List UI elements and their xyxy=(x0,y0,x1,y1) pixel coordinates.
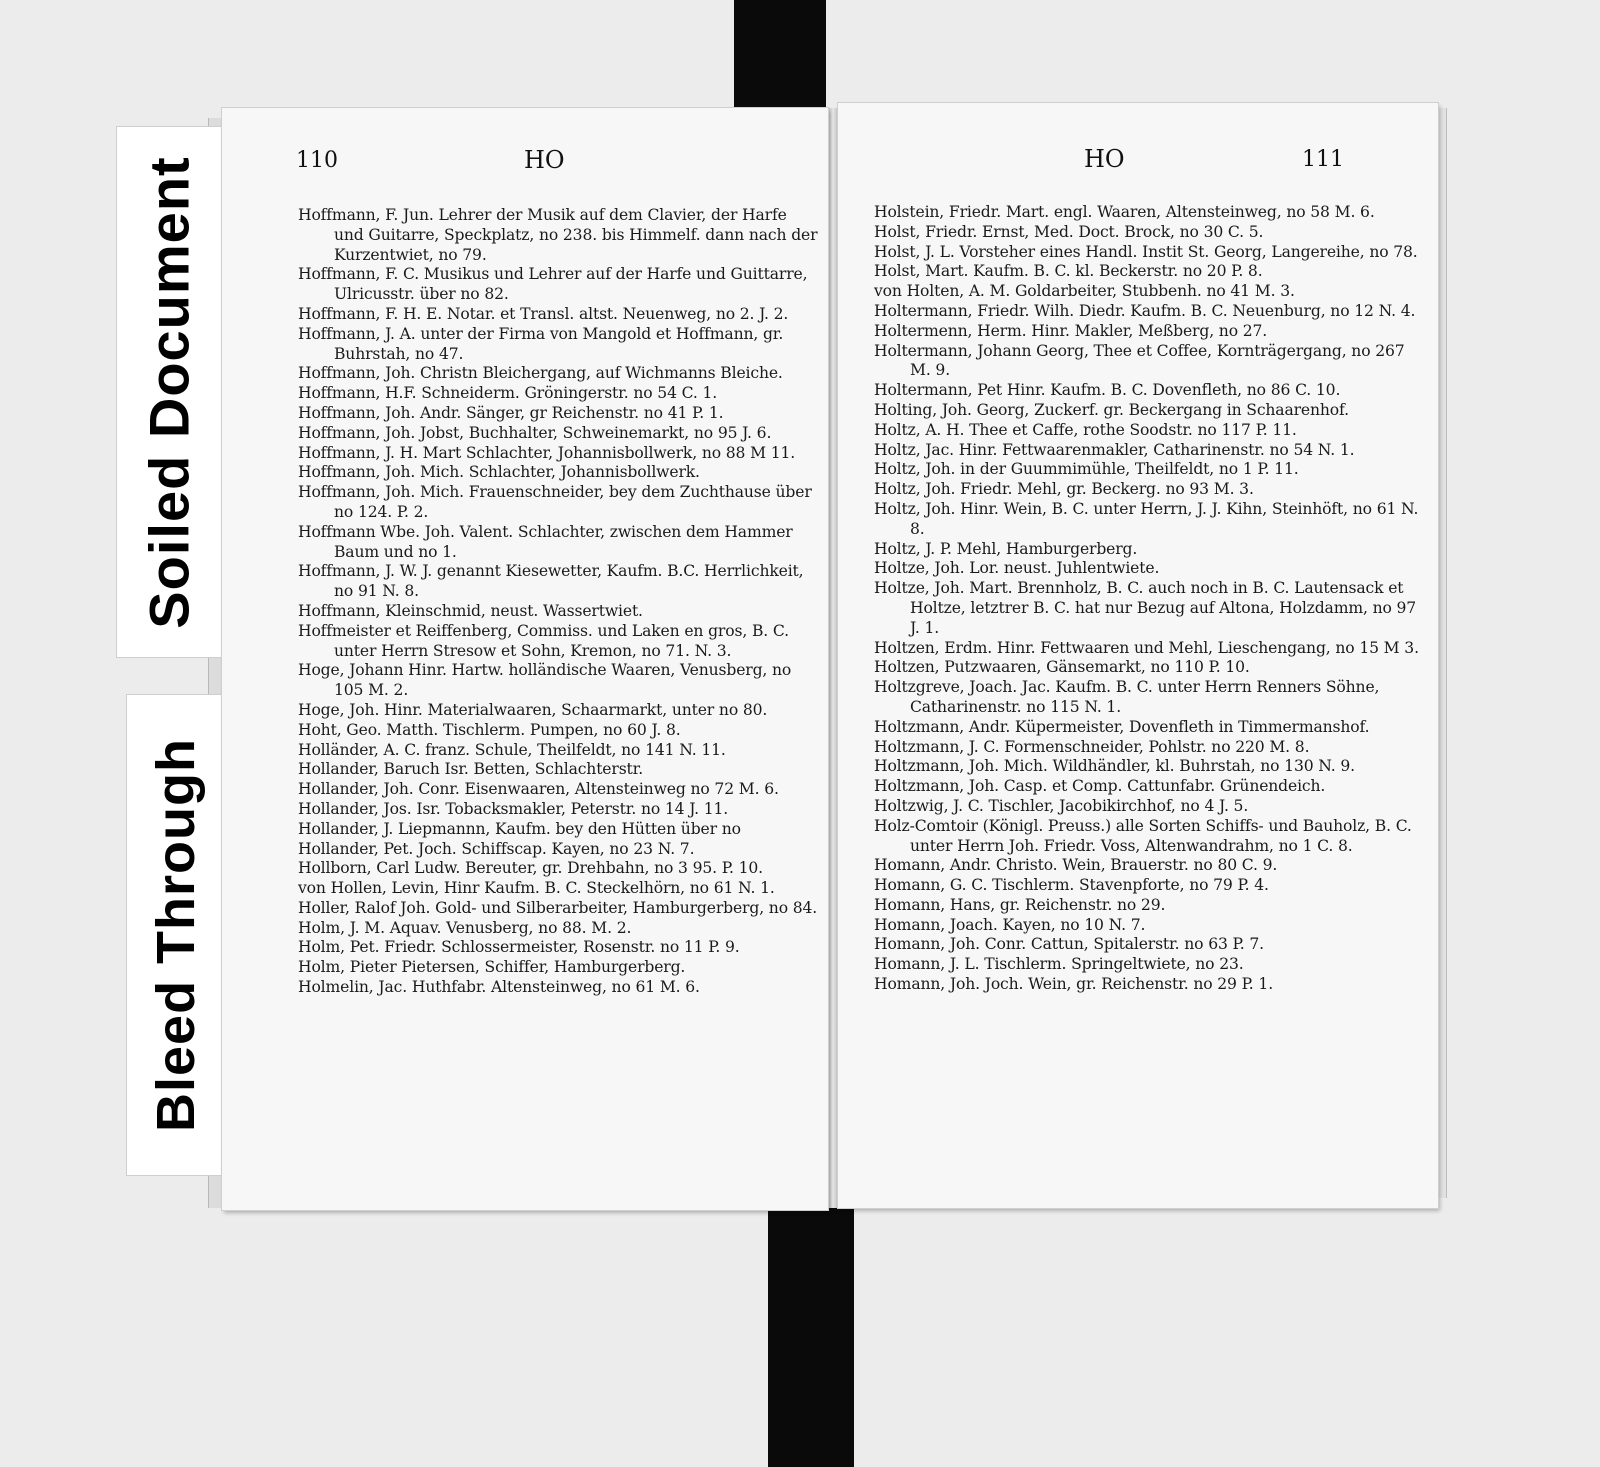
directory-entry: Holtzgreve, Joach. Jac. Kaufm. B. C. unter Herrn Renners Söhne, Catharinenstr. no 115 N. 1. xyxy=(874,678,1380,716)
directory-entry: Hoffmann, Joh. Mich. Schlachter, Johannisbollwerk. xyxy=(298,463,700,482)
directory-entry: Holtermann, Pet Hinr. Kaufm. B. C. Dovenfleth, no 86 C. 10. xyxy=(874,381,1341,400)
directory-entry: Homann, Joh. Conr. Cattun, Spitalerstr. no 63 P. 7. xyxy=(874,935,1264,954)
directory-entry: Holtermann, Friedr. Wilh. Diedr. Kaufm. B. C. Neuenburg, no 12 N. 4. xyxy=(874,301,1416,320)
binding-strip-top xyxy=(734,0,826,108)
directory-entry: Holst, J. L. Vorsteher eines Handl. Instit St. Georg, Langereihe, no 78. xyxy=(874,242,1418,261)
directory-entry: Hoffmann Wbe. Joh. Valent. Schlachter, zwischen dem Hammer Baum und no 1. xyxy=(298,522,793,561)
directory-entry: Holtz, A. H. Thee et Caffe, rothe Soodstr. no 117 P. 11. xyxy=(874,420,1297,439)
directory-entry: Hollander, J. Liepmannn, Kaufm. bey den Hütten über no xyxy=(298,819,741,838)
directory-entry: Homann, Andr. Christo. Wein, Brauerstr. no 80 C. 9. xyxy=(874,856,1278,875)
right-entry-list xyxy=(874,203,1422,995)
directory-entry: Hoffmann, J. W. J. genannt Kiesewetter, Kaufm. B.C. Herrlichkeit, no 91 N. 8. xyxy=(298,562,804,601)
right-running-head: HO xyxy=(1084,145,1125,173)
directory-entry: Holtzmann, Joh. Casp. et Comp. Cattunfabr. Grünendeich. xyxy=(874,777,1326,796)
directory-entry: Holtze, Joh. Mart. Brennholz, B. C. auch noch in B. C. Lautensack et Holtze, letztrer B. C. hat nur Bezug auf Altona, Holzdamm, no 97 J. 1. xyxy=(874,579,1417,637)
directory-entry: Holtze, Joh. Lor. neust. Juhlentwiete. xyxy=(874,559,1160,578)
directory-entry: Holtz, J. P. Mehl, Hamburgerberg. xyxy=(874,539,1138,558)
directory-entry: Hollander, Baruch Isr. Betten, Schlachterstr. xyxy=(298,760,644,779)
left-entry-list xyxy=(298,206,818,998)
directory-entry: Holtz, Joh. Friedr. Mehl, gr. Beckerg. no 93 M. 3. xyxy=(874,480,1254,499)
directory-entry: Hoffmann, J. H. Mart Schlachter, Johannisbollwerk, no 88 M 11. xyxy=(298,443,796,462)
label-tab-soiled xyxy=(116,126,222,658)
label-soiled-document: Soiled Document xyxy=(137,155,201,629)
directory-entry: Holler, Ralof Joh. Gold- und Silberarbeiter, Hamburgerberg, no 84. xyxy=(298,898,818,917)
directory-entry: Holtzmann, Joh. Mich. Wildhändler, kl. Buhrstah, no 130 N. 9. xyxy=(874,757,1355,776)
directory-entry: Hollander, Joh. Conr. Eisenwaaren, Altensteinweg no 72 M. 6. xyxy=(298,780,779,799)
directory-entry: Holm, J. M. Aquav. Venusberg, no 88. M. 2. xyxy=(298,918,632,937)
directory-entry: Holtermenn, Herm. Hinr. Makler, Meßberg, no 27. xyxy=(874,321,1268,340)
directory-entry: Hoffmann, Kleinschmid, neust. Wassertwiet. xyxy=(298,601,643,620)
right-page-number: 111 xyxy=(1302,147,1344,172)
directory-entry: Holtzmann, J. C. Formenschneider, Pohlstr. no 220 M. 8. xyxy=(874,737,1310,756)
directory-entry: Holtzen, Erdm. Hinr. Fettwaaren und Mehl, Lieschengang, no 15 M 3. xyxy=(874,638,1419,657)
directory-entry: Hoffmann, F. C. Musikus und Lehrer auf der Harfe und Guittarre, Ulricusstr. über no 82. xyxy=(298,265,808,304)
directory-entry: Hollander, Pet. Joch. Schiffscap. Kayen, no 23 N. 7. xyxy=(298,839,695,858)
directory-entry: Hoffmann, F. Jun. Lehrer der Musik auf dem Clavier, der Harfe und Guitarre, Speckplatz, no 238. bis Himmelf. dann nach der Kurzentwiet, no 79. xyxy=(298,206,818,264)
directory-entry: Homann, Hans, gr. Reichenstr. no 29. xyxy=(874,895,1166,914)
directory-entry: Hollborn, Carl Ludw. Bereuter, gr. Drehbahn, no 3 95. P. 10. xyxy=(298,859,763,878)
directory-entry: Hoge, Johann Hinr. Hartw. holländische Waaren, Venusberg, no 105 M. 2. xyxy=(298,661,792,700)
left-page xyxy=(222,108,828,1210)
directory-entry: Hoffmann, H.F. Schneiderm. Gröningerstr. no 54 C. 1. xyxy=(298,384,718,403)
directory-entry: Hoffmann, Joh. Mich. Frauenschneider, bey dem Zuchthause über no 124. P. 2. xyxy=(298,483,812,521)
book-gutter xyxy=(828,108,838,1208)
directory-entry: Holtzen, Putzwaaren, Gänsemarkt, no 110 P. 10. xyxy=(874,658,1250,677)
directory-entry: Holm, Pieter Pietersen, Schiffer, Hamburgerberg. xyxy=(298,958,686,977)
directory-entry: Hoge, Joh. Hinr. Materialwaaren, Schaarmarkt, unter no 80. xyxy=(298,700,768,719)
binding-strip-bottom xyxy=(768,1190,854,1467)
directory-entry: Hoffmann, J. A. unter der Firma von Mangold et Hoffmann, gr. Buhrstah, no 47. xyxy=(298,324,784,363)
directory-entry: Hoffmeister et Reiffenberg, Commiss. und Laken en gros, B. C. unter Herrn Stresow et Sohn, Kremon, no 71. N. 3. xyxy=(298,621,789,660)
directory-entry: Hoffmann, Joh. Christn Bleichergang, auf Wichmanns Bleiche. xyxy=(298,364,783,383)
directory-entry: Holländer, A. C. franz. Schule, Theilfeldt, no 141 N. 11. xyxy=(298,740,726,759)
directory-entry: Holtz, Joh. in der Guummimühle, Theilfeldt, no 1 P. 11. xyxy=(874,460,1299,479)
directory-entry: Holz-Comtoir (Königl. Preuss.) alle Sorten Schiffs- und Bauholz, B. C. unter Herrn Joh. Friedr. Voss, Altenwandrahm, no 1 C. 8. xyxy=(874,816,1412,855)
directory-entry: Holtermann, Johann Georg, Thee et Coffee, Kornträgergang, no 267 M. 9. xyxy=(874,341,1405,380)
directory-entry: Holtz, Jac. Hinr. Fettwaarenmakler, Catharinenstr. no 54 N. 1. xyxy=(874,440,1355,459)
directory-entry: Holst, Friedr. Ernst, Med. Doct. Brock, no 30 C. 5. xyxy=(874,222,1264,241)
label-bleed-through: Bleed Through xyxy=(146,738,207,1132)
directory-entry: Homann, G. C. Tischlerm. Stavenpforte, no 79 P. 4. xyxy=(874,876,1269,895)
directory-entry: Holtz, Joh. Hinr. Wein, B. C. unter Herrn, J. J. Kihn, Steinhöft, no 61 N. 8. xyxy=(874,499,1419,538)
directory-entry: Holstein, Friedr. Mart. engl. Waaren, Altensteinweg, no 58 M. 6. xyxy=(874,203,1375,221)
label-tab-bleed xyxy=(126,694,226,1176)
left-running-head: HO xyxy=(524,146,565,174)
directory-entry: Hollander, Jos. Isr. Tobacksmakler, Peterstr. no 14 J. 11. xyxy=(298,799,729,818)
directory-entry: Hoffmann, F. H. E. Notar. et Transl. altst. Neuenweg, no 2. J. 2. xyxy=(298,304,789,323)
directory-entry: Homann, Joh. Joch. Wein, gr. Reichenstr. no 29 P. 1. xyxy=(874,975,1273,994)
directory-entry: Homann, Joach. Kayen, no 10 N. 7. xyxy=(874,915,1146,934)
directory-entry: von Holten, A. M. Goldarbeiter, Stubbenh. no 41 M. 3. xyxy=(874,282,1295,301)
directory-entry: Holting, Joh. Georg, Zuckerf. gr. Beckergang in Schaarenhof. xyxy=(874,400,1349,419)
directory-entry: Hoht, Geo. Matth. Tischlerm. Pumpen, no 60 J. 8. xyxy=(298,720,681,739)
directory-entry: Holtzwig, J. C. Tischler, Jacobikirchhof, no 4 J. 5. xyxy=(874,796,1249,815)
directory-entry: Hoffmann, Joh. Andr. Sänger, gr Reichenstr. no 41 P. 1. xyxy=(298,403,724,422)
directory-entry: Homann, J. L. Tischlerm. Springeltwiete, no 23. xyxy=(874,955,1244,974)
right-page xyxy=(838,103,1438,1208)
left-page-number: 110 xyxy=(296,148,338,173)
directory-entry: Holm, Pet. Friedr. Schlossermeister, Rosenstr. no 11 P. 9. xyxy=(298,938,740,957)
directory-entry: von Hollen, Levin, Hinr Kaufm. B. C. Steckelhörn, no 61 N. 1. xyxy=(298,879,775,898)
directory-entry: Holtzmann, Andr. Küpermeister, Dovenfleth in Timmermanshof. xyxy=(874,717,1370,736)
directory-entry: Holst, Mart. Kaufm. B. C. kl. Beckerstr. no 20 P. 8. xyxy=(874,262,1263,281)
directory-entry: Hoffmann, Joh. Jobst, Buchhalter, Schweinemarkt, no 95 J. 6. xyxy=(298,423,772,442)
directory-entry: Holmelin, Jac. Huthfabr. Altensteinweg, no 61 M. 6. xyxy=(298,978,700,997)
